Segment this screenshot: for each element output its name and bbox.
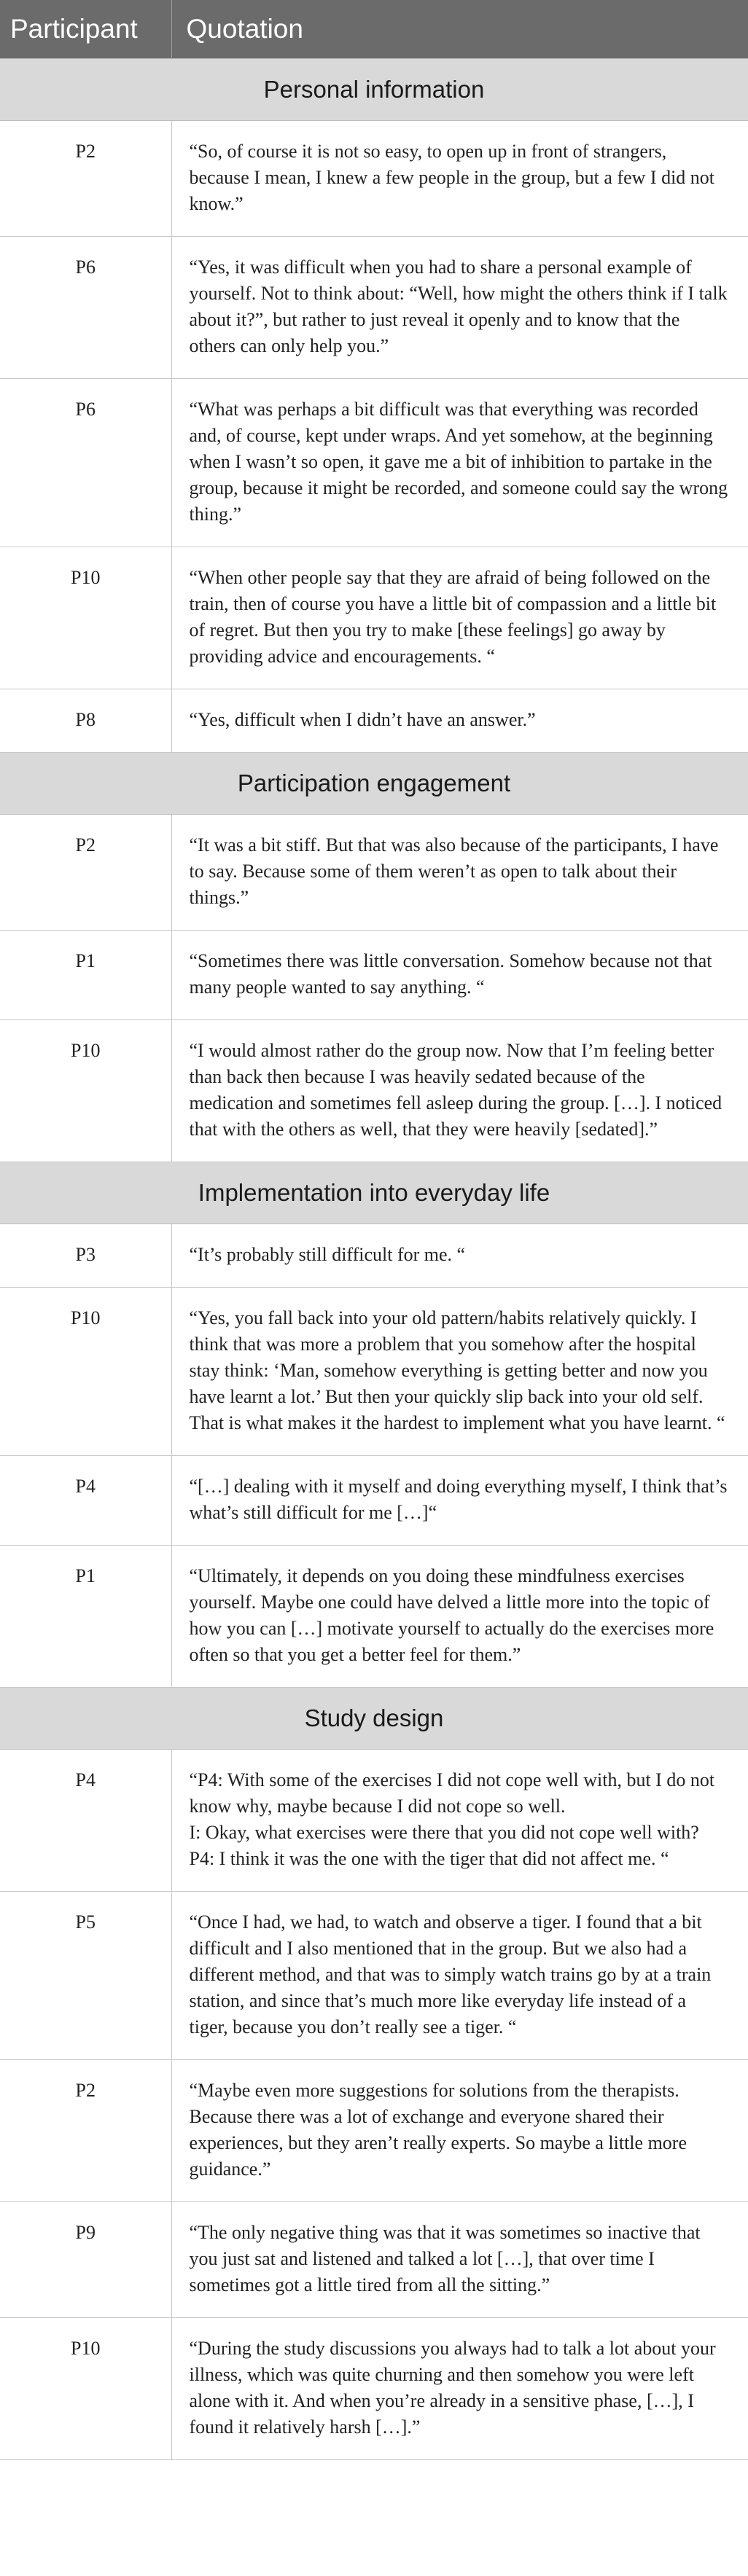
participant-id: P4 — [0, 1455, 171, 1545]
section-header-row — [0, 752, 748, 814]
table-row — [0, 547, 748, 689]
table-row — [0, 814, 748, 930]
participant-id: P3 — [0, 1224, 171, 1287]
quotation-text: “So, of course it is not so easy, to open up in front of strangers, because I mean, I knew a few people in the group, but a few I did not know.” — [189, 140, 715, 214]
quotation-text: “P4: With some of the exercises I did not cope well with, but I do not know why, maybe because I did not cope so well. — [189, 1769, 715, 1817]
quotation-cell — [171, 1224, 748, 1287]
quotation-text: “Yes, difficult when I didn’t have an answer.” — [189, 708, 536, 730]
participant-id: P1 — [0, 1545, 171, 1687]
quotation-text: “Sometimes there was little conversation. Somehow because not that many people wanted to say anything. “ — [189, 950, 712, 998]
quotation-text: “It’s probably still difficult for me. “ — [189, 1243, 466, 1265]
section-title: Participation engagement — [0, 752, 748, 814]
table-row — [0, 2317, 748, 2459]
header-participant: Participant — [0, 0, 171, 58]
participant-id: P1 — [0, 930, 171, 1019]
section-title: Implementation into everyday life — [0, 1162, 748, 1224]
participant-id: P8 — [0, 689, 171, 752]
participant-id: P10 — [0, 1287, 171, 1455]
quotation-cell — [171, 2201, 748, 2317]
quotation-text: “Maybe even more suggestions for solutions from the therapists. Because there was a lot of exchange and everyone shared their experiences, but they aren’t really experts. So maybe a little more guidance.” — [189, 2079, 687, 2180]
table-row — [0, 1224, 748, 1287]
quotation-text: “Ultimately, it depends on you doing these mindfulness exercises yourself. Maybe one could have delved a little more into the topic of how you can […] motivate yourself to actually do the exercises more often so that you get a better feel for them.” — [189, 1565, 714, 1665]
table-row — [0, 1545, 748, 1687]
quotation-text: P4: I think it was the one with the tiger that did not affect me. “ — [189, 1847, 669, 1869]
header-quotation: Quotation — [171, 0, 748, 58]
participant-id: P6 — [0, 378, 171, 547]
section-header-row — [0, 1687, 748, 1749]
quotation-cell — [171, 2059, 748, 2201]
participant-id: P2 — [0, 120, 171, 236]
quotation-cell — [171, 236, 748, 378]
quotation-cell — [171, 814, 748, 930]
table-row — [0, 1891, 748, 2059]
quotation-cell — [171, 930, 748, 1019]
quotation-text: “Yes, it was difficult when you had to share a personal example of yourself. Not to think about: “Well, how might the others think if I talk about it?”, but rather to just reveal it openly and to know that the others can only help you.” — [189, 256, 728, 356]
quotation-cell — [171, 1749, 748, 1891]
quotation-text: I: Okay, what exercises were there that you did not cope well with? — [189, 1821, 699, 1843]
table-row — [0, 930, 748, 1019]
participant-id: P10 — [0, 2317, 171, 2459]
quotation-text: “When other people say that they are afraid of being followed on the train, then of course you have a little bit of compassion and a little bit of regret. But then you try to make [these feelings] go away by providing advice and encouragements. “ — [189, 566, 717, 667]
table-row — [0, 1287, 748, 1455]
quotation-cell — [171, 1455, 748, 1545]
table-row — [0, 1749, 748, 1891]
participant-id: P4 — [0, 1749, 171, 1891]
quotation-cell — [171, 120, 748, 236]
quotation-cell — [171, 1545, 748, 1687]
quotation-text: “Yes, you fall back into your old pattern/habits relatively quickly. I think that was more a problem that you somehow after the hospital stay think: ‘Man, somehow everything is getting better and now you have learnt a lot.’ But then your quickly slip back into your old self. That is what makes it the hardest to implement what you have learnt. “ — [189, 1307, 725, 1433]
table-row — [0, 2059, 748, 2201]
quotation-text: “It was a bit stiff. But that was also because of the participants, I have to say. Because some of them weren’t as open to talk about their things.” — [189, 834, 719, 908]
quotation-text: “What was perhaps a bit difficult was that everything was recorded and, of course, kept under wraps. And yet somehow, at the beginning when I wasn’t so open, it gave me a bit of inhibition to partake in the group, because it might be recorded, and someone could say the wrong thing.” — [189, 398, 728, 525]
table-row — [0, 120, 748, 236]
participant-id: P5 — [0, 1891, 171, 2059]
section-header-row — [0, 58, 748, 120]
table-row — [0, 236, 748, 378]
quotation-text: “During the study discussions you always had to talk a lot about your illness, which was quite churning and then somehow you were left alone with it. And when you’re already in a sensitive phase, […], I found it relatively harsh […].” — [189, 2337, 716, 2438]
quotation-text: “Once I had, we had, to watch and observe a tiger. I found that a bit difficult and I also mentioned that in the group. But we also had a different method, and that was to simply watch trains go by at a train station, and since that’s much more like everyday life instead of a tiger, because you don’t really see a tiger. “ — [189, 1911, 712, 2037]
participant-id: P10 — [0, 547, 171, 689]
table-row — [0, 689, 748, 752]
quotation-text: “I would almost rather do the group now. Now that I’m feeling better than back then because I was heavily sedated because of the medication and sometimes fell asleep during the group. […]. I noticed that with the others as well, that they were heavily [sedated].” — [189, 1039, 722, 1140]
section-title: Personal information — [0, 58, 748, 120]
quotation-cell — [171, 547, 748, 689]
section-header-row — [0, 1162, 748, 1224]
table-row — [0, 1455, 748, 1545]
participant-id: P2 — [0, 814, 171, 930]
quotation-cell — [171, 689, 748, 752]
participant-id: P6 — [0, 236, 171, 378]
participant-id: P10 — [0, 1019, 171, 1162]
quotation-cell — [171, 2317, 748, 2459]
table-row — [0, 1019, 748, 1162]
quotation-text: “The only negative thing was that it was sometimes so inactive that you just sat and listened and talked a lot […], that over time I sometimes got a little tired from all the sitting.” — [189, 2221, 701, 2295]
participant-id: P2 — [0, 2059, 171, 2201]
quotation-cell — [171, 1891, 748, 2059]
quotation-cell — [171, 378, 748, 547]
quotation-text: “[…] dealing with it myself and doing everything myself, I think that’s what’s still difficult for me […]“ — [189, 1475, 728, 1523]
table-row — [0, 378, 748, 547]
quotation-cell — [171, 1019, 748, 1162]
table-header — [0, 0, 748, 58]
table-row — [0, 2201, 748, 2317]
section-title: Study design — [0, 1687, 748, 1749]
quotation-cell — [171, 1287, 748, 1455]
table-body — [0, 58, 748, 2459]
participant-id: P9 — [0, 2201, 171, 2317]
